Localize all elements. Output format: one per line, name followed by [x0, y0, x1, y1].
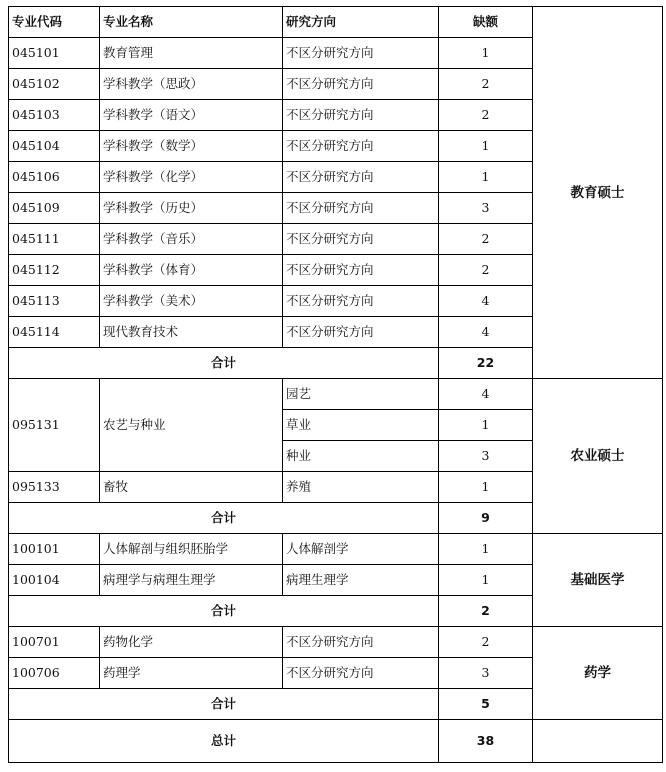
- header-name: 专业名称: [100, 7, 283, 38]
- category-education: 教育硕士: [533, 7, 663, 379]
- table-row: 045104 学科教学（数学） 不区分研究方向 1: [9, 131, 663, 162]
- table-row: 045114 现代教育技术 不区分研究方向 4: [9, 317, 663, 348]
- table-row: 045109 学科教学（历史） 不区分研究方向 3: [9, 193, 663, 224]
- subtotal-label: 合计: [9, 503, 439, 534]
- subtotal-label: 合计: [9, 689, 439, 720]
- total-value: 38: [439, 720, 533, 763]
- header-direction: 研究方向: [283, 7, 439, 38]
- table-row: 045111 学科教学（音乐） 不区分研究方向 2: [9, 224, 663, 255]
- quota-table: [8, 6, 663, 763]
- table-row: 045113 学科教学（美术） 不区分研究方向 4: [9, 286, 663, 317]
- subtotal-value: 5: [439, 689, 533, 720]
- table-row: 045106 学科教学（化学） 不区分研究方向 1: [9, 162, 663, 193]
- table-row: 095131 农艺与种业 园艺 4 农业硕士: [9, 379, 663, 410]
- total-row: [9, 720, 663, 763]
- table-row: 045112 学科教学（体育） 不区分研究方向 2: [9, 255, 663, 286]
- table-row: 100104 病理学与病理生理学 病理生理学 1: [9, 565, 663, 596]
- header-row: [9, 7, 663, 38]
- header-code: 专业代码: [9, 7, 100, 38]
- category-pharmacy: 药学: [533, 627, 663, 720]
- table-row: 种业 3: [9, 441, 663, 472]
- table-row: 045101 教育管理 不区分研究方向 1: [9, 38, 663, 69]
- table-row: 045103 学科教学（语文） 不区分研究方向 2: [9, 100, 663, 131]
- subtotal-value: 9: [439, 503, 533, 534]
- subtotal-value: 22: [439, 348, 533, 379]
- table-row: 100706 药理学 不区分研究方向 3: [9, 658, 663, 689]
- table-row: 100101 人体解剖与组织胚胎学 人体解剖学 1 基础医学: [9, 534, 663, 565]
- subtotal-label: 合计: [9, 596, 439, 627]
- header-quota: 缺额: [439, 7, 533, 38]
- total-label: 总计: [9, 720, 439, 763]
- subtotal-value: 2: [439, 596, 533, 627]
- table-row: 045102 学科教学（思政） 不区分研究方向 2: [9, 69, 663, 100]
- total-empty-cell: [533, 720, 663, 763]
- table-row: 100701 药物化学 不区分研究方向 2 药学: [9, 627, 663, 658]
- category-basic-medicine: 基础医学: [533, 534, 663, 627]
- category-agriculture: 农业硕士: [533, 379, 663, 534]
- table-row: 草业 1: [9, 410, 663, 441]
- table-row: 095133 畜牧 养殖 1: [9, 472, 663, 503]
- subtotal-label: 合计: [9, 348, 439, 379]
